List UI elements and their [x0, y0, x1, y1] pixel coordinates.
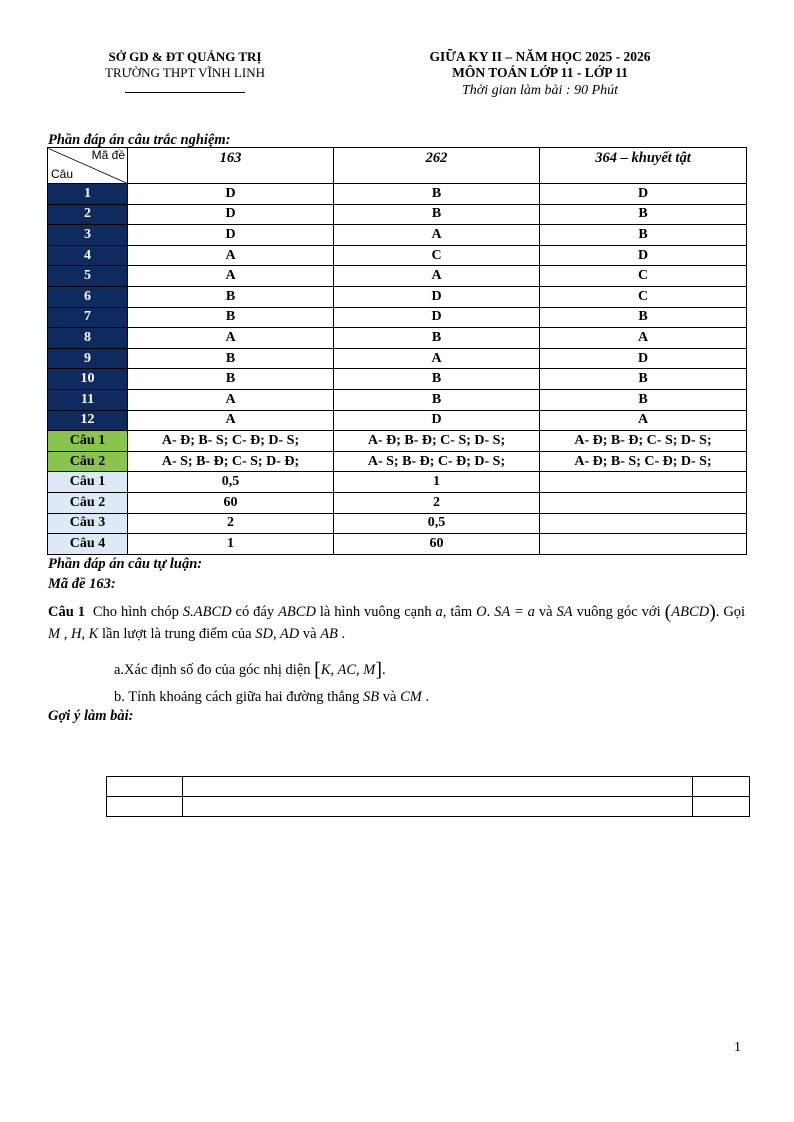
answer-cell: A — [128, 245, 334, 266]
answer-cell: B — [128, 369, 334, 390]
question-number-cell: Câu 2 — [48, 451, 128, 472]
answer-row — [48, 431, 747, 452]
math-cm: CM — [400, 689, 422, 705]
answer-cell: B — [334, 389, 540, 410]
answer-cell: 0,5 — [334, 513, 540, 534]
answer-cell: B — [334, 184, 540, 205]
answer-cell: 60 — [334, 534, 540, 555]
hint-cell — [107, 797, 183, 817]
answer-cell — [540, 492, 747, 513]
answer-cell: 1 — [128, 534, 334, 555]
question-text: và — [302, 626, 317, 642]
answer-table-body — [48, 148, 747, 555]
answer-cell: D — [540, 348, 747, 369]
hint-table-row — [107, 797, 750, 817]
question-text: . — [341, 626, 346, 642]
header-underline — [125, 92, 245, 93]
question-text: vuông góc với — [576, 604, 661, 620]
answer-cell: A- S; B- Đ; C- S; D- Đ; — [128, 451, 334, 472]
answer-cell: B — [540, 389, 747, 410]
answer-cell: A- S; B- Đ; C- Đ; D- S; — [334, 451, 540, 472]
answer-cell: 0,5 — [128, 472, 334, 493]
answer-cell: 60 — [128, 492, 334, 513]
answer-cell: B — [540, 204, 747, 225]
question-text: . Gọi — [715, 604, 746, 620]
math-sb: SB — [363, 689, 380, 705]
code-header-262: 262 — [334, 148, 540, 184]
question-text: lần lượt là trung điểm của — [101, 626, 252, 642]
part-a-end: . — [382, 662, 386, 678]
answer-cell: A — [540, 410, 747, 431]
answer-cell: D — [334, 410, 540, 431]
answer-cell: C — [540, 286, 747, 307]
answer-row — [48, 328, 747, 349]
answer-cell: A — [540, 328, 747, 349]
math-equation: SA = a — [494, 604, 535, 620]
answer-cell: A — [128, 266, 334, 287]
answer-cell: 2 — [128, 513, 334, 534]
question-number-cell: Câu 1 — [48, 472, 128, 493]
part-a-text: a.Xác định số đo của góc nhị diện — [114, 662, 311, 678]
answer-row — [48, 245, 747, 266]
answer-cell: A- Đ; B- S; C- Đ; D- S; — [540, 451, 747, 472]
math-center: O — [476, 604, 487, 620]
exam-duration: Thời gian làm bài : 90 Phút — [461, 83, 619, 98]
question-number-cell: Câu 3 — [48, 513, 128, 534]
question-number-cell: 11 — [48, 389, 128, 410]
answer-cell: A- Đ; B- Đ; C- S; D- S; — [334, 431, 540, 452]
answer-row — [48, 225, 747, 246]
mc-section-title: Phần đáp án câu trắc nghiệm: — [48, 132, 231, 148]
answer-cell: 1 — [334, 472, 540, 493]
math-plane: ABCD — [671, 604, 710, 620]
answer-row — [48, 286, 747, 307]
answer-cell — [540, 513, 747, 534]
math-base: ABCD — [278, 604, 316, 620]
math-dihedral: K, AC, M — [320, 662, 376, 678]
answer-cell: A — [334, 266, 540, 287]
table-corner-cell — [48, 148, 128, 184]
answer-cell: D — [334, 307, 540, 328]
corner-code-label: Mã đề — [91, 148, 125, 162]
answer-cell: A — [334, 348, 540, 369]
hint-table-row — [107, 777, 750, 797]
answer-cell: B — [334, 204, 540, 225]
question-number-cell: 3 — [48, 225, 128, 246]
answer-cell: D — [128, 184, 334, 205]
answer-cell: C — [334, 245, 540, 266]
question-text: là hình vuông cạnh — [319, 604, 432, 620]
answer-row — [48, 451, 747, 472]
school-name: TRƯỜNG THPT VĨNH LINH — [105, 65, 265, 80]
question-number-cell: 5 — [48, 266, 128, 287]
department-name: SỞ GD & ĐT QUẢNG TRỊ — [108, 49, 262, 64]
answer-cell: D — [540, 184, 747, 205]
math-pyramid: S.ABCD — [182, 604, 232, 620]
answer-cell: B — [540, 225, 747, 246]
question-number-cell: Câu 1 — [48, 431, 128, 452]
question-number-cell: 10 — [48, 369, 128, 390]
part-b — [114, 688, 429, 706]
answer-row — [48, 204, 747, 225]
hint-cell — [183, 777, 693, 797]
answer-cell: B — [540, 369, 747, 390]
answer-row — [48, 389, 747, 410]
answer-cell: A- Đ; B- Đ; C- S; D- S; — [540, 431, 747, 452]
question-number-cell: 9 — [48, 348, 128, 369]
answer-cell: B — [128, 348, 334, 369]
part-a — [114, 661, 386, 679]
subject-title: MÔN TOÁN LỚP 11 - LỚP 11 — [452, 65, 628, 80]
bracket-close: ] — [375, 659, 383, 681]
answer-cell: B — [540, 307, 747, 328]
question-number-cell: Câu 4 — [48, 534, 128, 555]
paren-open: ( — [664, 601, 672, 623]
answer-cell: D — [128, 204, 334, 225]
answer-row — [48, 492, 747, 513]
math-points: M , H, K — [48, 626, 99, 642]
essay-section-title: Phần đáp án câu tự luận: — [48, 556, 203, 572]
answer-row — [48, 534, 747, 555]
bracket-open: [ — [314, 659, 321, 681]
answer-cell: B — [334, 369, 540, 390]
answer-row — [48, 472, 747, 493]
question-text: có đáy — [235, 604, 275, 620]
code-header-163: 163 — [128, 148, 334, 184]
part-b-text: b. Tính khoảng cách giữa hai đường thẳng — [114, 689, 360, 705]
answer-cell: D — [128, 225, 334, 246]
answer-row — [48, 410, 747, 431]
hint-cell — [107, 777, 183, 797]
answer-row — [48, 369, 747, 390]
answer-row — [48, 307, 747, 328]
answer-table — [47, 147, 747, 555]
answer-cell: B — [334, 328, 540, 349]
answer-row — [48, 266, 747, 287]
question-label: Câu 1 — [48, 604, 85, 620]
part-b-text: và — [382, 689, 397, 705]
question-number-cell: 1 — [48, 184, 128, 205]
question-number-cell: 8 — [48, 328, 128, 349]
header-left — [70, 49, 300, 93]
answer-cell: D — [334, 286, 540, 307]
question-text: Cho hình chóp — [92, 604, 179, 620]
answer-cell: B — [128, 307, 334, 328]
paren-close: ) — [709, 601, 716, 623]
answer-cell: A- Đ; B- S; C- Đ; D- S; — [128, 431, 334, 452]
question-text: và — [538, 604, 553, 620]
code-header-364: 364 – khuyết tật — [540, 148, 747, 184]
math-segments: SD, AD — [255, 626, 300, 642]
hint-cell — [693, 797, 750, 817]
math-ab: AB — [320, 626, 338, 642]
hint-table — [106, 776, 750, 817]
answer-cell — [540, 472, 747, 493]
answer-cell: B — [128, 286, 334, 307]
question-number-cell: 7 — [48, 307, 128, 328]
answer-row — [48, 184, 747, 205]
question-1: Câu 1 Cho hình chóp S.ABCD có đáy ABCD là hình vuông cạnh a, tâm O. SA = a và SA vuông góc với (ABCD). Gọi M , H, K lần lượt là trung điểm của SD, AD và AB . — [48, 601, 746, 642]
answer-cell: A — [128, 389, 334, 410]
part-b-end: . — [425, 689, 430, 705]
answer-cell: A — [334, 225, 540, 246]
hint-title: Gợi ý làm bài: — [48, 708, 134, 724]
question-number-cell: 4 — [48, 245, 128, 266]
question-text: , tâm — [442, 604, 473, 620]
answer-table-header-row — [48, 148, 747, 184]
math-side: a — [435, 604, 443, 620]
question-number-cell: Câu 2 — [48, 492, 128, 513]
answer-cell — [540, 534, 747, 555]
answer-cell: A — [128, 410, 334, 431]
exam-title: GIỮA KY II – NĂM HỌC 2025 - 2026 — [429, 49, 651, 64]
math-sa: SA — [556, 604, 573, 620]
question-number-cell: 2 — [48, 204, 128, 225]
exam-code-title: Mã đề 163: — [48, 576, 116, 592]
answer-row — [48, 513, 747, 534]
question-number-cell: 6 — [48, 286, 128, 307]
question-number-cell: 12 — [48, 410, 128, 431]
hint-cell — [183, 797, 693, 817]
hint-cell — [693, 777, 750, 797]
header-right — [385, 49, 695, 100]
page-number: 1 — [734, 1040, 741, 1055]
answer-cell: A — [128, 328, 334, 349]
answer-cell: 2 — [334, 492, 540, 513]
corner-question-label: Câu — [51, 167, 74, 181]
answer-cell: C — [540, 266, 747, 287]
answer-row — [48, 348, 747, 369]
answer-cell: D — [540, 245, 747, 266]
